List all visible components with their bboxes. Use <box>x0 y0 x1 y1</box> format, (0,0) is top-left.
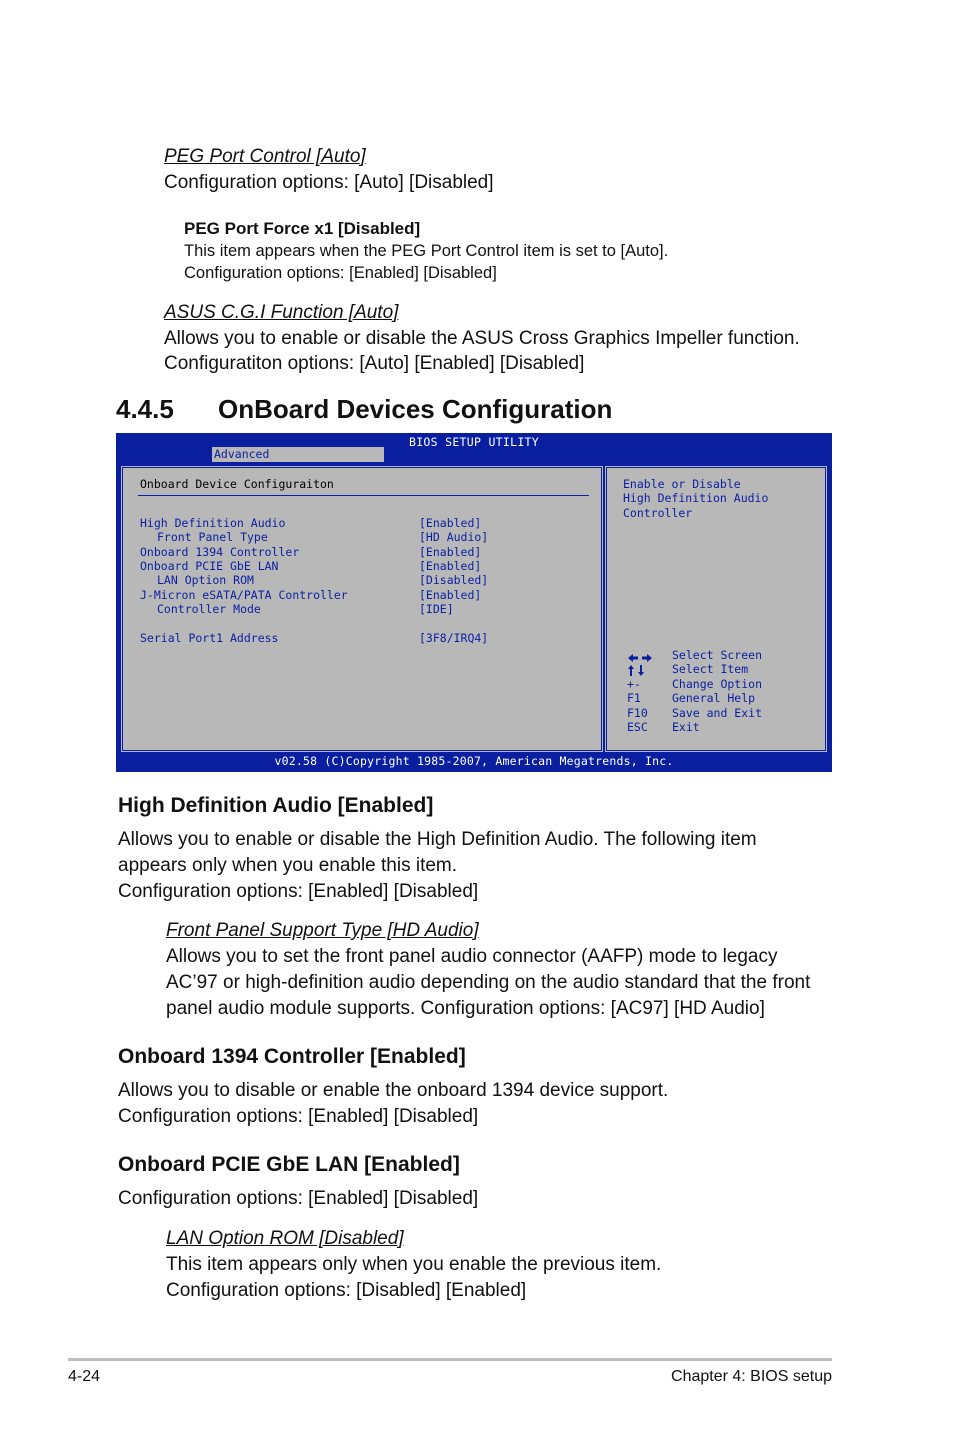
bios-title: BIOS SETUP UTILITY <box>408 435 540 449</box>
lanrom-title: LAN Option ROM [Disabled] <box>166 1228 404 1249</box>
asus-cgi-title: ASUS C.G.I Function [Auto] <box>164 302 399 323</box>
asus-cgi-line2: Configuratiton options: [Auto] [Enabled] [Disabled] <box>164 353 585 374</box>
bios-help-line: Controller <box>623 506 693 520</box>
key-desc: Change Option <box>672 677 763 691</box>
peg-port-force-title: PEG Port Force x1 [Disabled] <box>184 219 421 238</box>
bios-row-label[interactable]: Onboard PCIE GbE LAN <box>140 559 279 573</box>
lanrom-line2: Configuration options: [Disabled] [Enabled] <box>166 1280 527 1301</box>
lan-line1: Configuration options: [Enabled] [Disabled] <box>118 1188 479 1209</box>
c1394-line2: Configuration options: [Enabled] [Disabled] <box>118 1106 479 1127</box>
peg-port-control-options: Configuration options: [Auto] [Disabled] <box>164 172 494 193</box>
bios-row-value[interactable]: [IDE] <box>419 602 454 616</box>
bios-row-label[interactable]: Serial Port1 Address <box>140 631 279 645</box>
left-right-arrows-icon <box>627 649 653 661</box>
section-title: OnBoard Devices Configuration <box>218 394 613 424</box>
bios-row-label[interactable]: Front Panel Type <box>157 530 268 544</box>
up-down-arrows-icon <box>627 662 647 675</box>
bios-row-label[interactable]: Controller Mode <box>157 602 261 616</box>
key-name: +- <box>627 677 641 691</box>
key-desc: Save and Exit <box>672 706 763 720</box>
bios-help-line: Enable or Disable <box>623 477 741 491</box>
bios-help-panel <box>604 465 828 753</box>
key-desc: Select Item <box>672 662 749 676</box>
section-number: 4.4.5 <box>116 394 174 424</box>
key-desc: Exit <box>672 720 700 734</box>
fpst-line2: AC’97 or high-definition audio depending on the audio standard that the front <box>166 972 811 993</box>
hda-line3: Configuration options: [Enabled] [Disabled] <box>118 881 479 902</box>
lan-heading: Onboard PCIE GbE LAN [Enabled] <box>118 1153 460 1176</box>
peg-port-force-line2: Configuration options: [Enabled] [Disabled] <box>184 264 497 282</box>
key-name: ESC <box>627 720 648 734</box>
lanrom-line1: This item appears only when you enable the previous item. <box>166 1254 662 1275</box>
bios-row-value[interactable]: [Enabled] <box>419 588 482 602</box>
bios-row-label[interactable]: High Definition Audio <box>140 516 286 530</box>
bios-row-value[interactable]: [HD Audio] <box>419 530 489 544</box>
bios-screen <box>116 433 832 772</box>
bios-footer: v02.58 (C)Copyright 1985-2007, American Megatrends, Inc. <box>274 754 674 768</box>
c1394-heading: Onboard 1394 Controller [Enabled] <box>118 1045 466 1068</box>
hda-line1: Allows you to enable or disable the High Definition Audio. The following item <box>118 829 757 850</box>
peg-port-force-line1: This item appears when the PEG Port Control item is set to [Auto]. <box>184 242 669 260</box>
key-desc: General Help <box>672 691 756 705</box>
bios-row-value[interactable]: [Disabled] <box>419 573 489 587</box>
page-number: 4-24 <box>68 1368 101 1385</box>
bios-main-panel <box>120 465 604 753</box>
hda-heading: High Definition Audio [Enabled] <box>118 794 434 817</box>
footer-rule <box>68 1358 832 1361</box>
bios-help-line: High Definition Audio <box>623 491 769 505</box>
c1394-line1: Allows you to disable or enable the onboard 1394 device support. <box>118 1080 669 1101</box>
tab-advanced-label: Advanced <box>214 447 270 461</box>
bios-panel-title: Onboard Device Configuraiton <box>140 477 334 491</box>
bios-row-label[interactable]: J-Micron eSATA/PATA Controller <box>140 588 348 602</box>
peg-port-control-title: PEG Port Control [Auto] <box>164 146 366 167</box>
bios-row-value[interactable]: [3F8/IRQ4] <box>419 631 489 645</box>
bios-row-value[interactable]: [Enabled] <box>419 516 482 530</box>
bios-panel-divider <box>138 495 589 496</box>
bios-row-label[interactable]: LAN Option ROM <box>157 573 254 587</box>
bios-row-value[interactable]: [Enabled] <box>419 559 482 573</box>
chapter-label: Chapter 4: BIOS setup <box>671 1368 832 1385</box>
bios-row-value[interactable]: [Enabled] <box>419 545 482 559</box>
fpst-line3: panel audio module supports. Configuration options: [AC97] [HD Audio] <box>166 998 765 1019</box>
hda-line2: appears only when you enable this item. <box>118 855 458 876</box>
key-desc: Select Screen <box>672 648 763 662</box>
fpst-title: Front Panel Support Type [HD Audio] <box>166 920 479 941</box>
key-name: F10 <box>627 706 648 720</box>
bios-row-label[interactable]: Onboard 1394 Controller <box>140 545 300 559</box>
key-name: F1 <box>627 691 641 705</box>
asus-cgi-line1: Allows you to enable or disable the ASUS Cross Graphics Impeller function. <box>164 328 800 349</box>
tab-advanced[interactable] <box>212 447 384 462</box>
fpst-line1: Allows you to set the front panel audio connector (AAFP) mode to legacy <box>166 946 778 967</box>
